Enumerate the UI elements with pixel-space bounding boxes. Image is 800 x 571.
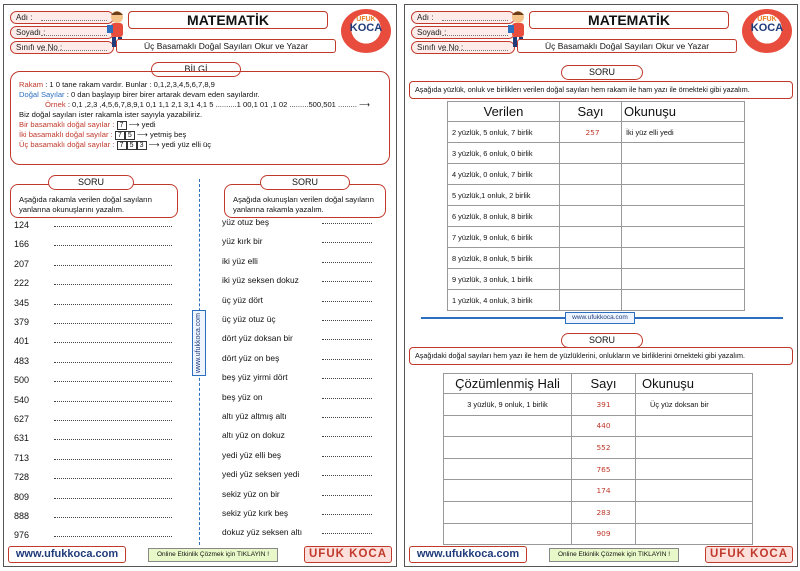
- given-cell: 2 yüzlük, 5 onluk, 7 birlik: [448, 122, 560, 143]
- table-row: [448, 227, 745, 248]
- word-row: [222, 252, 372, 271]
- given-cell: 5 yüzlük,1 onluk, 2 birlik: [448, 185, 560, 206]
- answer-line[interactable]: [54, 235, 172, 246]
- answer-line[interactable]: [322, 426, 372, 437]
- footer: [409, 546, 793, 564]
- answer-line[interactable]: [322, 232, 372, 243]
- reading-cell[interactable]: [636, 458, 753, 480]
- number-cell[interactable]: [560, 185, 622, 206]
- analysis-cell[interactable]: 3 yüzlük, 9 onluk, 1 birlik: [444, 394, 572, 416]
- given-cell: 9 yüzlük, 3 onluk, 1 birlik: [448, 269, 560, 290]
- reading-cell[interactable]: [622, 248, 745, 269]
- vertical-site-label: www.ufukkoca.com: [192, 310, 206, 376]
- footer-site-link[interactable]: www.ufukkoca.com: [409, 546, 527, 563]
- info-box: [10, 71, 390, 165]
- logo-top-text: UFUK: [757, 16, 777, 23]
- answer-line[interactable]: [54, 371, 172, 382]
- number-row: [14, 216, 172, 235]
- example-1-key: Bir basamaklı doğal sayılar :: [19, 120, 115, 129]
- table-row: [444, 394, 753, 416]
- table-row: [448, 269, 745, 290]
- dogal-key: Doğal Sayılar: [19, 90, 65, 99]
- answer-line[interactable]: [54, 449, 172, 460]
- word-row: [222, 213, 372, 232]
- word-value: altı yüz on dokuz: [222, 430, 285, 441]
- given-cell: 4 yüzlük, 0 onluk, 7 birlik: [448, 164, 560, 185]
- word-value: üç yüz otuz üç: [222, 314, 276, 324]
- word-value: beş yüz on: [222, 391, 263, 402]
- number-row: [14, 526, 172, 545]
- given-cell: 7 yüzlük, 9 onluk, 6 birlik: [448, 227, 560, 248]
- number-value: 888: [14, 511, 30, 521]
- given-cell: 8 yüzlük, 8 onluk, 5 birlik: [448, 248, 560, 269]
- number-row: [14, 371, 172, 390]
- table-row: [444, 437, 753, 459]
- ornek-key: Örnek: [45, 100, 66, 109]
- reading-cell[interactable]: [636, 480, 753, 502]
- question-2-text: Aşağıda okunuşları verilen doğal sayıların yanlarına rakamla yazalım.: [233, 195, 374, 214]
- answer-line[interactable]: [54, 255, 172, 266]
- question-2-label: SORU: [561, 333, 643, 348]
- question-1-text: Aşağıda rakamla verilen doğal sayıların yanlarına okunuşlarını yazalım.: [19, 195, 152, 214]
- word-value: dokuz yüz seksen altı: [222, 527, 303, 538]
- arrow-right-icon: ⟶: [128, 120, 140, 129]
- worksheet-subtitle: Üç Basamaklı Doğal Sayıları Okur ve Yazar: [517, 39, 737, 53]
- answer-line[interactable]: [54, 391, 172, 402]
- answer-line[interactable]: [54, 352, 172, 363]
- ornek-text: : 0,1 ,2,3 ,4,5,6,7,8,9,1 0,1 1,1 2,1 3,1 4,1 5 ..........1 00,1 01 ,1 02 .........500,501 .........: [67, 100, 357, 109]
- question-1-label: SORU: [48, 175, 134, 190]
- number-row: [14, 255, 172, 274]
- example-2-text: yetmiş beş: [149, 130, 187, 139]
- analysis-cell[interactable]: [444, 437, 572, 459]
- answer-line[interactable]: [54, 488, 172, 499]
- name-field[interactable]: Adı :: [411, 11, 515, 24]
- number-value: 540: [14, 394, 30, 405]
- reading-cell[interactable]: [636, 415, 753, 437]
- reading-cell[interactable]: Üç yüz doksan bir: [636, 394, 753, 416]
- question-2-label: SORU: [260, 175, 350, 190]
- word-value: dört yüz on beş: [222, 352, 280, 363]
- number-value: 124: [14, 220, 30, 230]
- table-row: [448, 248, 745, 269]
- answer-line[interactable]: [322, 465, 372, 476]
- word-value: yüz otuz beş: [222, 217, 270, 227]
- table-given-values: [447, 101, 745, 311]
- footer-author-name: UFUK KOCA: [705, 546, 793, 563]
- word-row: [222, 310, 372, 329]
- info-example-1: [19, 120, 381, 130]
- info-example-3: [19, 140, 381, 150]
- word-value: sekiz yüz kırk beş: [222, 508, 289, 518]
- number-cell[interactable]: [560, 164, 622, 185]
- number-cell[interactable]: [560, 290, 622, 311]
- answer-line[interactable]: [322, 213, 372, 224]
- worksheet-title: MATEMATİK: [529, 11, 729, 29]
- name-field[interactable]: Adı :: [10, 11, 114, 24]
- answer-line[interactable]: [54, 429, 172, 440]
- arrow-right-icon: ⟶: [148, 140, 160, 149]
- digit-box: 7: [117, 141, 127, 150]
- col-header-cozumlenmis: Çözümlenmiş Hali: [444, 374, 572, 394]
- reading-cell[interactable]: [622, 143, 745, 164]
- table-row: [444, 415, 753, 437]
- reading-cell[interactable]: [622, 290, 745, 311]
- answer-line[interactable]: [322, 485, 372, 496]
- reading-cell[interactable]: [622, 269, 745, 290]
- answer-line[interactable]: [322, 291, 372, 302]
- given-cell: 6 yüzlük, 8 onluk, 8 birlik: [448, 206, 560, 227]
- analysis-cell[interactable]: [444, 458, 572, 480]
- number-value: 713: [14, 452, 30, 463]
- word-value: beş yüz yirmi dört: [222, 372, 288, 383]
- number-row: [14, 468, 172, 487]
- number-cell[interactable]: [560, 227, 622, 248]
- word-row: [222, 291, 372, 310]
- number-value: 401: [14, 336, 30, 347]
- answer-line[interactable]: [322, 446, 372, 457]
- analysis-cell[interactable]: [444, 415, 572, 437]
- class-number-field[interactable]: Sınıfı ve No :: [411, 41, 515, 54]
- reading-cell[interactable]: [622, 164, 745, 185]
- answer-line[interactable]: [322, 329, 372, 340]
- number-value: 207: [14, 258, 30, 269]
- table-row: [448, 164, 745, 185]
- number-row: [14, 235, 172, 254]
- info-ornek-line: [19, 100, 381, 110]
- table-row: [444, 523, 753, 545]
- col-header-sayi: Sayı: [572, 374, 636, 394]
- col-header-sayi: Sayı: [560, 102, 622, 122]
- table-row: [444, 458, 753, 480]
- example-3-key: Üç basamaklı doğal sayılar :: [19, 140, 115, 149]
- reading-cell[interactable]: [622, 227, 745, 248]
- number-value: 627: [14, 414, 30, 424]
- table-row: [448, 122, 745, 143]
- word-row: [222, 446, 372, 465]
- info-line-4: Biz doğal sayıları ister rakamla ister sayıyla yazabiliriz.: [19, 110, 203, 119]
- rakam-key: Rakam: [19, 80, 44, 89]
- table-row: [444, 480, 753, 502]
- digit-box: 5: [125, 131, 135, 140]
- answer-line[interactable]: [322, 523, 372, 534]
- number-cell[interactable]: [560, 206, 622, 227]
- number-cell[interactable]: 257: [560, 122, 622, 143]
- question-2-box: Aşağıdaki doğal sayıları hem yazı ile hem de yüzlüklerini, onlukların ve birliklerini örnekteki gibi yazalım.: [409, 347, 793, 365]
- word-row: [222, 426, 372, 445]
- table-row: [444, 501, 753, 523]
- reading-cell[interactable]: [622, 206, 745, 227]
- answer-line[interactable]: [322, 504, 372, 515]
- logo-top-text: UFUK: [356, 16, 376, 23]
- online-activity-button[interactable]: Online Etkinlik Çözmek için TIKLAYIN !: [148, 548, 278, 562]
- surname-field[interactable]: Soyadı :: [10, 26, 114, 39]
- worksheet-subtitle: Üç Basamaklı Doğal Sayıları Okur ve Yazar: [116, 39, 336, 53]
- example-2-key: İki basamaklı doğal sayılar :: [19, 130, 113, 139]
- number-value: 166: [14, 239, 30, 250]
- table-row: [448, 206, 745, 227]
- footer-site-link[interactable]: www.ufukkoca.com: [8, 546, 126, 563]
- answer-line[interactable]: [322, 252, 372, 263]
- answer-line[interactable]: [54, 526, 172, 537]
- number-cell: 765: [572, 458, 636, 480]
- student-info-fields: [411, 11, 515, 56]
- logo-main-text: KOCA: [750, 22, 784, 34]
- word-value: altı yüz altmış altı: [222, 411, 287, 421]
- analysis-cell[interactable]: [444, 480, 572, 502]
- answer-line[interactable]: [322, 388, 372, 399]
- ufuk-koca-logo: [742, 9, 792, 53]
- number-value: 976: [14, 530, 30, 541]
- reading-cell[interactable]: [636, 523, 753, 545]
- digit-box: 7: [117, 121, 127, 130]
- given-cell: 1 yüzlük, 4 onluk, 3 birlik: [448, 290, 560, 311]
- digit-box: 5: [127, 141, 137, 150]
- info-dogal-line: [19, 90, 381, 100]
- word-row: [222, 368, 372, 387]
- number-row: [14, 410, 172, 429]
- info-example-2: [19, 130, 381, 140]
- arrow-right-icon: ⟶: [359, 100, 371, 109]
- word-row: [222, 349, 372, 368]
- number-row: [14, 391, 172, 410]
- analysis-cell[interactable]: [444, 523, 572, 545]
- word-value: dört yüz doksan bir: [222, 333, 293, 344]
- answer-line[interactable]: [54, 313, 172, 324]
- question-1-box: Aşağıda yüzlük, onluk ve birliklerı verilen doğal sayıları hem rakam ile ham yazı ile örnekteki gibi yazalım.: [409, 81, 793, 99]
- answer-line[interactable]: [54, 216, 172, 227]
- number-value: 500: [14, 375, 30, 386]
- class-number-field[interactable]: Sınıfı ve No :: [10, 41, 114, 54]
- word-value: yüz kırk bir: [222, 236, 263, 247]
- number-value: 379: [14, 317, 30, 327]
- number-value: 483: [14, 355, 30, 366]
- dogal-text: : 0 dan başlayıp birer birer artarak devam eden sayılardır.: [66, 90, 260, 99]
- reading-cell[interactable]: İki yüz elli yedi: [622, 122, 745, 143]
- word-row: [222, 232, 372, 251]
- table-row: [448, 185, 745, 206]
- word-value: iki yüz elli: [222, 255, 258, 266]
- number-row: [14, 352, 172, 371]
- word-row: [222, 504, 372, 523]
- answer-line[interactable]: [322, 349, 372, 360]
- reading-cell[interactable]: [622, 185, 745, 206]
- word-row: [222, 465, 372, 484]
- footer: [8, 546, 392, 564]
- question-1-label: SORU: [561, 65, 643, 80]
- answer-line[interactable]: [54, 332, 172, 343]
- number-row: [14, 488, 172, 507]
- ufuk-koca-logo: [341, 9, 391, 53]
- word-value: yedi yüz elli beş: [222, 449, 282, 460]
- answer-line[interactable]: [322, 407, 372, 418]
- number-value: 345: [14, 297, 30, 308]
- reading-cell[interactable]: [636, 437, 753, 459]
- word-row: [222, 523, 372, 542]
- answer-line[interactable]: [54, 294, 172, 305]
- given-cell: 3 yüzlük, 6 onluk, 0 birlik: [448, 143, 560, 164]
- col-header-okunusu: Okunuşu: [622, 102, 745, 122]
- number-row: [14, 274, 172, 293]
- info-rakam-line: [19, 80, 381, 90]
- number-cell: 391: [572, 394, 636, 416]
- word-row: [222, 271, 372, 290]
- footer-author-name: UFUK KOCA: [304, 546, 392, 563]
- number-cell[interactable]: [560, 143, 622, 164]
- number-value: 809: [14, 491, 30, 502]
- arrow-right-icon: ⟶: [136, 130, 148, 139]
- table-numbers: [443, 373, 753, 545]
- col-header-verilen: Verilen: [448, 102, 560, 122]
- number-row: [14, 332, 172, 351]
- number-cell: 283: [572, 501, 636, 523]
- answer-line[interactable]: [54, 410, 172, 421]
- answer-line[interactable]: [322, 310, 372, 321]
- digit-box: 3: [137, 141, 147, 150]
- right-worksheet-page: [404, 4, 798, 567]
- logo-main-text: KOCA: [349, 22, 383, 34]
- table-row: [448, 290, 745, 311]
- left-worksheet-page: [3, 4, 397, 567]
- middle-site-label: www.ufukkoca.com: [565, 312, 635, 324]
- number-cell: 174: [572, 480, 636, 502]
- number-row: [14, 449, 172, 468]
- word-row: [222, 329, 372, 348]
- number-cell: 552: [572, 437, 636, 459]
- number-cell[interactable]: [560, 269, 622, 290]
- number-value: 631: [14, 433, 30, 444]
- answer-line[interactable]: [322, 271, 372, 282]
- answer-line[interactable]: [322, 368, 372, 379]
- word-value: üç yüz dört: [222, 294, 263, 305]
- student-info-fields: [10, 11, 114, 56]
- number-row: [14, 294, 172, 313]
- word-value: yedi yüz seksen yedi: [222, 469, 300, 480]
- col-header-okunusu: Okunuşu: [636, 374, 753, 394]
- number-cell: 440: [572, 415, 636, 437]
- word-row: [222, 485, 372, 504]
- answer-line[interactable]: [54, 507, 172, 518]
- rakam-text: : 1 0 tane rakam vardır. Bunlar : 0,1,2,3,4,5,6,7,8,9: [45, 80, 215, 89]
- surname-field[interactable]: Soyadı :: [411, 26, 515, 39]
- number-value: 222: [14, 278, 30, 289]
- word-value: sekiz yüz on bir: [222, 488, 280, 499]
- digit-box: 7: [115, 131, 125, 140]
- analysis-cell[interactable]: [444, 501, 572, 523]
- word-row: [222, 407, 372, 426]
- number-row: [14, 313, 172, 332]
- example-3-text: yedi yüz elli üç: [161, 140, 212, 149]
- number-cell[interactable]: [560, 248, 622, 269]
- table-row: [448, 143, 745, 164]
- example-1-text: yedi: [141, 120, 156, 129]
- word-value: iki yüz seksen dokuz: [222, 275, 299, 286]
- bilgi-label: BİLGİ: [151, 62, 241, 77]
- word-row: [222, 388, 372, 407]
- number-value: 728: [14, 472, 30, 483]
- online-activity-button[interactable]: Online Etkinlik Çözmek için TIKLAYIN !: [549, 548, 679, 562]
- answer-line[interactable]: [54, 468, 172, 479]
- number-row: [14, 507, 172, 526]
- reading-cell[interactable]: [636, 501, 753, 523]
- number-cell: 909: [572, 523, 636, 545]
- number-row: [14, 429, 172, 448]
- worksheet-title: MATEMATİK: [128, 11, 328, 29]
- answer-line[interactable]: [54, 274, 172, 285]
